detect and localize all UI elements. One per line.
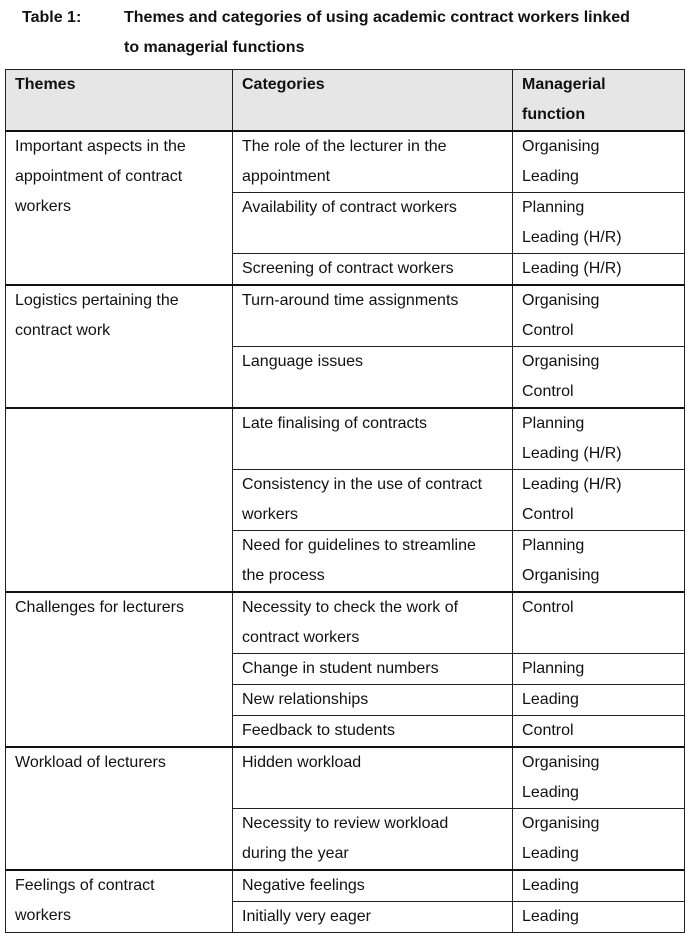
category-cell	[233, 592, 513, 654]
category-cell-line: New relationships	[242, 691, 369, 708]
category-cell	[233, 254, 513, 286]
function-cell-line: Leading (H/R)	[522, 229, 622, 246]
caption-title-line: to managerial functions	[124, 39, 305, 56]
theme-cell	[6, 870, 233, 933]
function-cell-line: Leading	[522, 908, 579, 925]
category-cell	[233, 716, 513, 748]
category-cell-line: during the year	[242, 845, 349, 862]
function-cell	[513, 470, 685, 531]
theme-cell-line: Important aspects in the	[15, 138, 186, 155]
function-cell	[513, 685, 685, 716]
category-cell	[233, 902, 513, 933]
category-cell	[233, 870, 513, 902]
header-line: function	[522, 106, 586, 123]
function-cell-line: Planning	[522, 415, 585, 432]
theme-cell-line: Challenges for lecturers	[15, 599, 184, 616]
function-cell-line: Leading	[522, 877, 579, 894]
category-cell-line: Feedback to students	[242, 722, 395, 739]
function-cell	[513, 747, 685, 809]
function-cell-line: Planning	[522, 660, 585, 677]
function-cell	[513, 592, 685, 654]
category-cell-line: The role of the lecturer in the	[242, 138, 447, 155]
category-cell	[233, 654, 513, 685]
header-line: Managerial	[522, 76, 606, 93]
function-cell	[513, 347, 685, 409]
header-themes: Themes	[6, 70, 233, 132]
category-cell-line: workers	[242, 506, 299, 523]
theme-cell-line: Workload of lecturers	[15, 754, 166, 771]
category-cell	[233, 193, 513, 254]
theme-cell	[6, 747, 233, 870]
function-cell	[513, 870, 685, 902]
function-cell-line: Control	[522, 322, 574, 339]
function-cell	[513, 716, 685, 748]
category-cell	[233, 131, 513, 193]
function-cell-line: Planning	[522, 537, 585, 554]
theme-cell-line: appointment of contract	[15, 168, 183, 185]
category-cell	[233, 809, 513, 871]
theme-cell-line: workers	[15, 198, 72, 215]
themes-table	[5, 69, 685, 933]
function-cell	[513, 193, 685, 254]
theme-cell	[6, 408, 233, 592]
category-cell-line: Necessity to review workload	[242, 815, 449, 832]
table-row	[6, 592, 685, 654]
category-cell-line: the process	[242, 567, 325, 584]
function-cell-line: Organising	[522, 138, 600, 155]
header-managerial-function	[513, 70, 685, 132]
theme-cell-line: workers	[15, 907, 72, 924]
caption-title	[124, 3, 688, 63]
function-cell-line: Leading	[522, 691, 579, 708]
category-cell-line: Necessity to check the work of	[242, 599, 459, 616]
theme-cell-line: Feelings of contract	[15, 877, 155, 894]
category-cell-line: Initially very eager	[242, 908, 371, 925]
function-cell-line: Control	[522, 506, 574, 523]
function-cell	[513, 408, 685, 470]
category-cell	[233, 531, 513, 593]
function-cell-line: Leading (H/R)	[522, 445, 622, 462]
category-cell	[233, 747, 513, 809]
category-cell-line: appointment	[242, 168, 331, 185]
function-cell-line: Control	[522, 599, 574, 616]
function-cell	[513, 254, 685, 286]
category-cell	[233, 685, 513, 716]
theme-cell	[6, 592, 233, 747]
table-body	[6, 131, 685, 933]
category-cell-line: Consistency in the use of contract	[242, 476, 483, 493]
header-categories: Categories	[233, 70, 513, 132]
theme-cell-line: contract work	[15, 322, 111, 339]
function-cell-line: Organising	[522, 567, 600, 584]
category-cell-line: Turn-around time assignments	[242, 292, 459, 309]
caption-title-line: Themes and categories of using academic contract workers linked	[124, 9, 630, 26]
category-cell-line: Change in student numbers	[242, 660, 439, 677]
category-cell	[233, 285, 513, 347]
category-cell-line: Hidden workload	[242, 754, 362, 771]
theme-cell	[6, 285, 233, 408]
table-row	[6, 285, 685, 347]
function-cell	[513, 902, 685, 933]
function-cell	[513, 809, 685, 871]
function-cell-line: Leading (H/R)	[522, 476, 622, 493]
function-cell-line: Planning	[522, 199, 585, 216]
function-cell	[513, 531, 685, 593]
function-cell-line: Leading	[522, 168, 579, 185]
function-cell-line: Control	[522, 722, 574, 739]
category-cell	[233, 470, 513, 531]
function-cell-line: Organising	[522, 815, 600, 832]
header-row	[6, 70, 685, 132]
category-cell-line: Late finalising of contracts	[242, 415, 427, 432]
table-row	[6, 131, 685, 193]
category-cell-line: Availability of contract workers	[242, 199, 457, 216]
function-cell-line: Leading	[522, 784, 579, 801]
function-cell-line: Control	[522, 383, 574, 400]
function-cell	[513, 131, 685, 193]
function-cell-line: Organising	[522, 754, 600, 771]
category-cell	[233, 347, 513, 409]
function-cell-line: Organising	[522, 292, 600, 309]
table-row	[6, 408, 685, 470]
category-cell-line: Negative feelings	[242, 877, 365, 894]
table-row	[6, 870, 685, 902]
function-cell-line: Leading (H/R)	[522, 260, 622, 277]
category-cell	[233, 408, 513, 470]
function-cell-line: Organising	[522, 353, 600, 370]
category-cell-line: contract workers	[242, 629, 360, 646]
table-row	[6, 747, 685, 809]
function-cell	[513, 285, 685, 347]
function-cell-line: Leading	[522, 845, 579, 862]
category-cell-line: Screening of contract workers	[242, 260, 454, 277]
theme-cell-line: Logistics pertaining the	[15, 292, 179, 309]
theme-cell	[6, 131, 233, 285]
category-cell-line: Need for guidelines to streamline	[242, 537, 476, 554]
caption-label: Table 1:	[22, 9, 82, 26]
function-cell	[513, 654, 685, 685]
category-cell-line: Language issues	[242, 353, 363, 370]
